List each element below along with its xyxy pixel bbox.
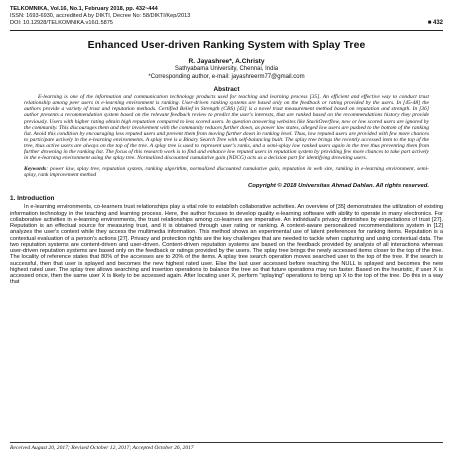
doi-row xyxy=(10,20,443,27)
journal-header xyxy=(10,6,443,31)
intro-text: In e-learning environments, co-learners trust relationships play a vital role to establish collaborative activities. An overview of [35] demonstrates the utilization of existing information technology in the teaching and learning process. Here, the author focuses to develop quality e-learning software with ability to operate in many electronics. For collaborative activities in e-learning environments, the trust relationships among co-learners are imperative. An individual's privacy diminishes by expectations of trust [27]. Reputation is an effectual source for measuring trust, and it is obtained through user rating or ranking. A context-aware personalized recommendations system in [12] analyzes the user's context while they access the multimedia information. This method shows an experimental use of latent preferences for ranking items. Reputation is a contextual evaluation of a person's actions [27]. Privacy and protection rights are the key challenges that are needed to tackle when capturing and using contextual data. The two reputation systems are content-driven and user-driven. Content-driven reputation systems are based on the feedback provided by analysis of all interactions whereas user-driven reputation systems are based only on the feedback or ratings provided by the users. The splay tree brings the newly accessed items closer to the top of the tree. The locality of reference states that 80% of the accesses are to 20% of the items. A splay tree search operation moves searched user to the top of the tree. If the search is successful, then that user is splayed and becomes the new highest rated user. Else the last user accessed before reaching the NULL is splayed and becomes the new highest rated user. The splay tree allows searching and insertion operations to balance the tree so that future operations may run faster. Based on the heuristic, if user X is accessed once, then the same user X is likely to be accessed again. After locating user X, perform "splaying" operations to bring up X to the top of the tree. Do this in a way that xyxy=(10,204,443,286)
affiliation: Sathyabama University, Chennai, India xyxy=(174,66,279,73)
author-list: R. Jayashree*, A.Christy xyxy=(188,58,265,66)
page-number: ■ 432 xyxy=(427,20,443,27)
keywords-label: Keywords xyxy=(24,166,47,173)
received-dates: Received August 20, 2017; Revised October 12, 2017; Accepted October 26, 2017 xyxy=(10,442,443,451)
keywords-text: : power law, splay tree, reputation system, ranking algorithm, normalized discounted cumulative gain, reputation in web site, ranking in e-learning environment, semi-splay, rank improvement method xyxy=(24,166,429,179)
keywords xyxy=(24,166,429,178)
paper-title: Enhanced User-driven Ranking System with Splay Tree xyxy=(87,40,366,52)
copyright-line: Copyright © 2018 Universitas Ahmad Dahlan. All rights reserved. xyxy=(247,183,429,190)
abstract-heading: Abstract xyxy=(213,86,240,94)
correspondence: *Corresponding author, e-mail: jayashreerm77@gmail.com xyxy=(148,74,305,81)
abstract-text: E-learning is one of the information and communication technology products used for teaching and learning process [35]. An efficient and effective way to conduct trust relationship among peer users in e-learning environment is ranking. User-driven ranking systems are based only on the feedback or rating provided by the users. In [45-48] the authors provide a variety of trust and reputation methods. Certified Belief in Strength (CBS) [43] is a novel trust measurement method based on reputation and strength. In [36] author presents a recommendation system based on the relevant feedback review to predict the user's interests, that are ranked based on the recommendations history they provide previously. Users with higher rating obtain high reputation compared to less scored users. In question answering websites like StackOverflow, new or low scored users are ignored by the community. This discourages them and their involvement with the community reduces further down, as power law states, alleged low users are pushed to the bottom of the ranking list. Avoid this condition by encouraging less reputed users and prevent them from moving further down in ranking level. Thus, low reputed users are provided with few more chances to participate actively in the e-learning environments. A splay tree is a Binary Search Tree with self-balancing built. The splay tree brings the recently accessed item to the top of the tree, thus active users are always on the top of the tree. A splay tree is used to represent user's ranks, and a semi-splay low ranked users again in the tree thus preventing them from further drowning in the ranking list. The focus of this research work is to find and enhance low reputed users in reputation system by providing few more chances to take part actively in the e-learning environment using the splay tree. Normalized discounted cumulative gain (NDCG) acts as a decision part for identifying drowning users. xyxy=(24,94,429,162)
journal-line: TELKOMNIKA, Vol.16, No.1, February 2018, pp. 432~444 xyxy=(10,6,158,12)
intro-heading: 1. Introduction xyxy=(10,195,55,203)
doi-line: DOI: 10.12928/TELKOMNIKA.v16i1.5875 xyxy=(10,20,113,27)
header-rule xyxy=(10,30,443,32)
issn-line: ISSN: 1693-6930, accredited A by DIKTI, Decree No: 58/DIKTI/Kep/2013 xyxy=(10,13,191,20)
